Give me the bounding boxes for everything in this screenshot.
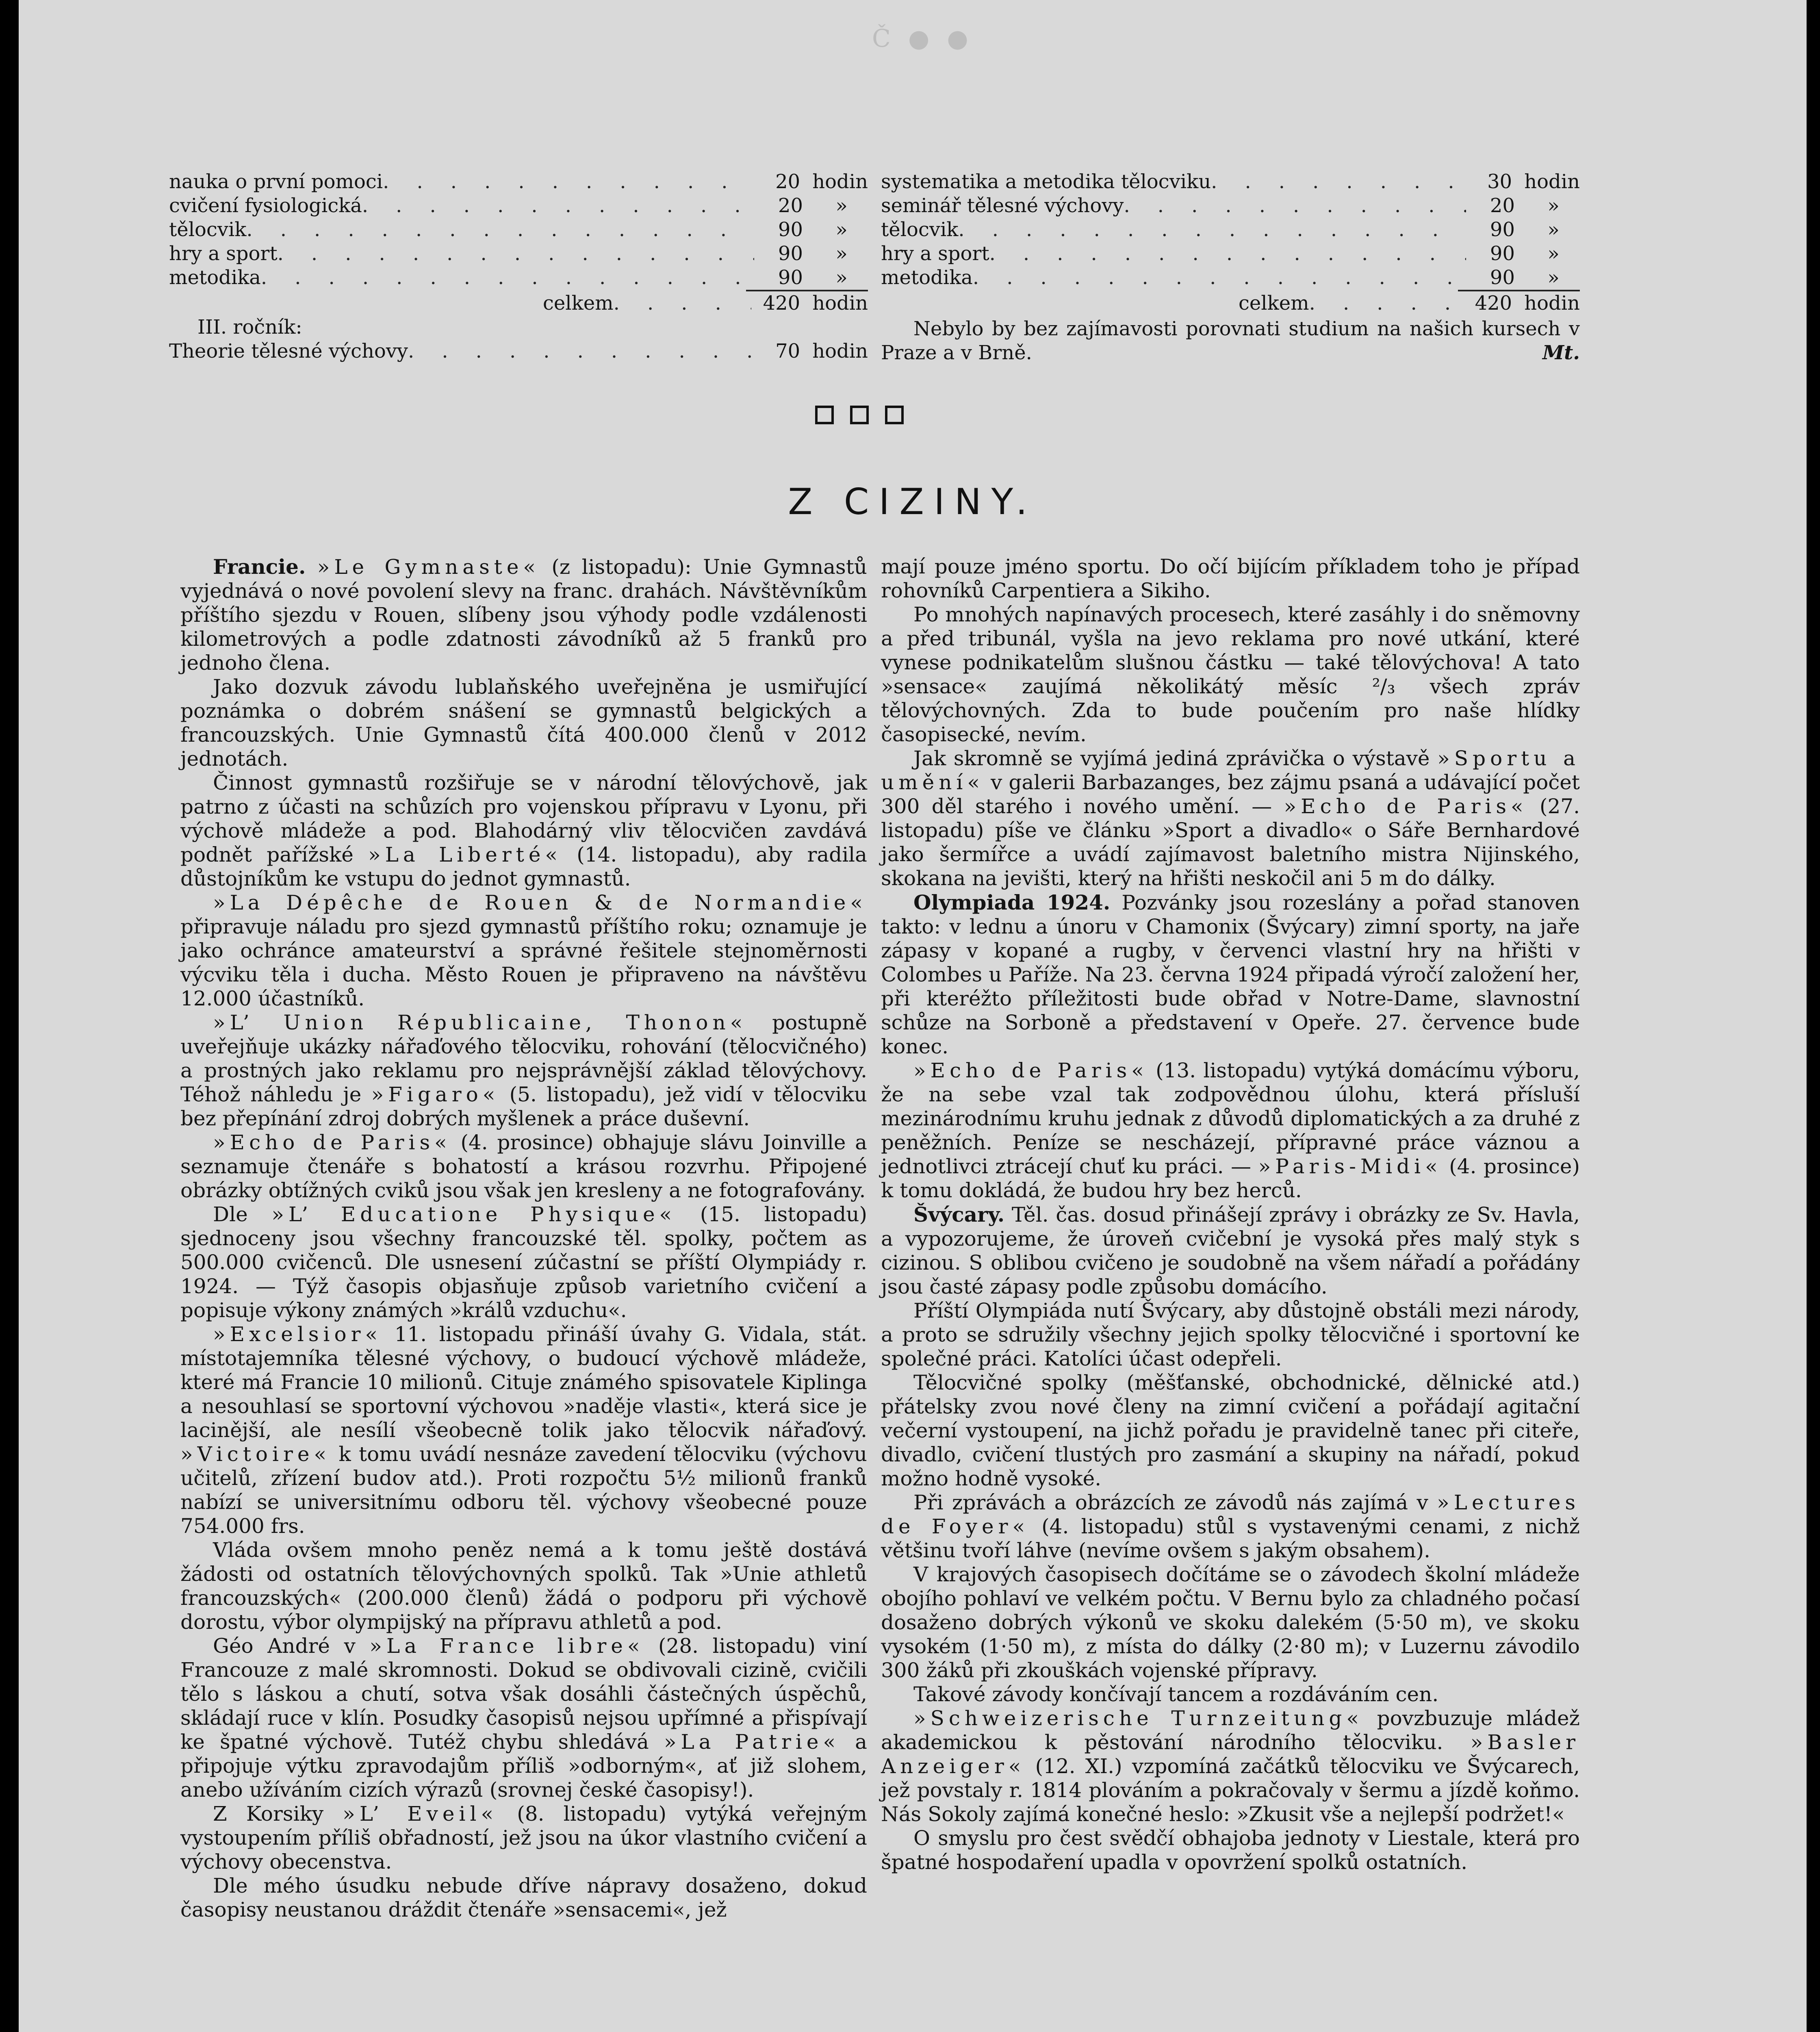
total-row: celkem . . . 420 hodin: [881, 291, 1580, 315]
table-row: hry a sport . . . 90 »: [881, 242, 1580, 266]
square-ornament: [885, 406, 904, 424]
paragraph: Takové závody končívají tancem a rozdáváním cen.: [913, 1682, 1439, 1706]
paragraph: Francie. »Le Gymnaste« (z listopadu): Unie Gymnastů vyjednává o nové povolení slevy na franc. drahách. Návštěvníkům příštího sjezdu v Rouen, slíbeny jsou výhody podle vzdálenosti kilometrových a podle zdatnosti závodníků až 5 franků pro jednoho člena.: [180, 555, 867, 675]
paragraph: Z Korsiky »L’ Eveil« (8. listopadu) vytýká veřejným vystoupením příliš obřadností, jež jsou na úkor vlastního cvičení a výchovy obecenstva.: [180, 1802, 867, 1874]
document-page: [19, 0, 1807, 2032]
paragraph: Olympiada 1924. Pozvánky jsou rozeslány a pořad stanoven takto: v lednu a únoru v Chamonix (Švýcary) zimní sporty, na jaře zápasy v kopané a rugby, v červenci vlastní hry na hřišti v Colombes u Paříže. Na 23. června 1924 připadá výročí založení her, při kteréžto příležitosti bude obřad v Notre-Dame, slavnostní schůze na Sorboně a představení v Opeře. 27. července bude konec.: [881, 890, 1580, 1058]
total-row: celkem . . . 420 hodin: [169, 291, 868, 315]
table-row: tělocvik . . . 90 »: [881, 218, 1580, 242]
hours-table-left: [169, 170, 868, 363]
paragraph: »Excelsior« 11. listopadu přináší úvahy G. Vidala, stát. místotajemníka tělesné výchovy, o budoucí výchově mládeže, které má Francie 10 milionů. Cituje známého spisovatele Kiplinga a nesouhlasí se sportovní výchovou »naděje vlasti«, která sice je lacinější, ale nesílí všeobecně tolik jako tělocvik nářaďový. »Victoire« k tomu uvádí nesnáze zavedení tělocviku (výchovu učitelů, zřízení budov atd.). Proti rozpočtu 5½ milionů franků nabízí se universitnímu odboru těl. výchovy všeobecné pouze 754.000 frs.: [180, 1322, 867, 1538]
paragraph: »L’ Union Républicaine, Thonon« postupně uveřejňuje ukázky nářaďového tělocviku, rohování (tělocvičného) a prostných jako reklamu pro nejsprávnější základ tělovýchovy. Téhož náhledu je »Figaro« (5. listopadu), jež vidí v tělocviku bez přepínání zdroj dobrých myšlenek a práce duševní.: [180, 1011, 867, 1130]
table-row: hry a sport . . . 90 »: [169, 242, 868, 266]
right-column: [881, 555, 1580, 1874]
table-row: cvičení fysiologická . . . 20 »: [169, 194, 868, 218]
hours-table-right: [881, 170, 1580, 365]
paragraph: Dle mého úsudku nebude dříve nápravy dosaženo, dokud časopisy neustanou dráždit čtenáře »sensacemi«, jež: [180, 1874, 867, 1921]
paragraph: »Schweizerische Turnzeitung« povzbuzuje mládež akademickou k pěstování národního tělocviku. »Basler Anzeiger« (12. XI.) vzpomíná začátků tělocviku ve Švýcarech, jež povstaly r. 1814 plováním a pokračovaly v šermu a jízdě koňmo. Nás Sokoly zajímá konečné heslo: »Zkusit vše a nejlepší podržet!«: [881, 1706, 1580, 1826]
left-column: [180, 555, 867, 1922]
section-divider: [815, 406, 904, 424]
paragraph: Činnost gymnastů rozšiřuje se v národní tělovýchově, jak patrno z účasti na schůzích pro vojenskou přípravu v Lyonu, při výchově mládeže a pod. Blahodárný vliv tělocvičen zavdává podnět pařížské »La Liberté« (14. listopadu), aby radila důstojníkům ke vstupu do jednot gymnastů.: [180, 771, 867, 890]
paragraph: Příští Olympiáda nutí Švýcary, aby důstojně obstáli mezi národy, a proto se sdružily všechny jejich spolky tělocvičné i sportovní ke společné práci. Katolíci účast odepřeli.: [881, 1299, 1580, 1370]
paragraph: »La Dépêche de Rouen & de Normandie« připravuje náladu pro sjezd gymnastů příštího roku; oznamuje je jako ochránce amateurství a správné řešitele stejnoměrnosti výcviku těla i ducha. Město Rouen je připraveno na návštěvu 12.000 účastníků.: [180, 891, 867, 1010]
paragraph: Po mnohých napínavých procesech, které zasáhly i do sněmovny a před tribunál, vyšla na jevo reklama pro nové utkání, které vynese podnikatelům slušnou částku — také tělovýchova! A tato »sensace« zaujímá několikátý měsíc ²/₃ všech zpráv tělovýchovných. Zda to bude poučením pro naše hlídky časopisecké, nevím.: [881, 603, 1580, 746]
paragraph: Jak skromně se vyjímá jediná zprávička o výstavě »Sportu a umění« v galerii Barbazanges, bez zájmu psaná a udávající počet 300 děl starého i nového umění. — »Echo de Paris« (27. listopadu) píše ve článku »Sport a divadlo« o Sáře Bernhardové jako šermířce a uvádí zajímavost baletního mistra Nijinského, skokana na jevišti, který na hřišti neskočil ani 5 m do dálky.: [881, 747, 1580, 890]
paragraph: mají pouze jméno sportu. Do očí bijícím příkladem toho je případ rohovníků Carpentiera a Sikiho.: [881, 555, 1580, 602]
table-row: nauka o první pomoci . . . 20 hodin: [169, 170, 868, 194]
section-title: Z CIZINY.: [788, 481, 1037, 523]
table-row: metodika . . . 90 »: [169, 266, 868, 290]
paragraph: Dle »L’ Educatione Physique« (15. listopadu) sjednoceny jsou všechny francouzské těl. spolky, počtem as 500.000 cvičenců. Dle usnesení zúčastní se příští Olympiády r. 1924. — Týž časopis objasňuje způsob varietního cvičení a popisuje výkony známých »králů vzduchu«.: [180, 1203, 867, 1322]
comparison-note: Nebylo by bez zajímavosti porovnati studium na našich kursech v Praze a v Brně. Mt.: [881, 317, 1580, 364]
paragraph: Vláda ovšem mnoho peněz nemá a k tomu ještě dostává žádosti od ostatních tělovýchovných spolků. Tak »Unie athletů francouzských« (200.000 členů) žádá o podporu při výchově dorostu, výbor olympijský na přípravu athletů a pod.: [180, 1538, 867, 1634]
paragraph: »Echo de Paris« (13. listopadu) vytýká domácímu výboru, že na sebe vzal tak zodpovědnou úlohu, která přísluší mezinárodnímu kruhu jednak z důvodů diplomatických a za druhé z peněžních. Peníze se nescházejí, přípravné práce váznou a jednotlivci ztrácejí chuť ku práci. — »Paris-Midi« (4. prosince) k tomu dokládá, že budou hry bez herců.: [881, 1059, 1580, 1202]
paragraph: Švýcary. Těl. čas. dosud přinášejí zprávy i obrázky ze Sv. Havla, a vypozorujeme, že úroveň cvičební je vysoká přes malý styk s cizinou. S oblibou cvičeno je soudobně na všem nářadí a pořádány jsou časté zápasy podle způsobu domácího.: [881, 1203, 1580, 1298]
table-row: seminář tělesné výchovy . . . 20 »: [881, 194, 1580, 218]
paragraph: »Echo de Paris« (4. prosince) obhajuje slávu Joinville a seznamuje čtenáře s bohatostí a krásou rozvrhu. Připojené obrázky obtížných cviků jsou však jen kresleny a ne fotografovány.: [180, 1131, 867, 1202]
table-row: tělocvik . . . 90 »: [169, 218, 868, 242]
paragraph: Jako dozvuk závodu lublaňského uveřejněna je usmiřující poznámka o dobrém snášení se gymnastů belgických a francouzských. Unie Gymnastů čítá 400.000 členů v 2012 jednotách.: [180, 675, 867, 771]
square-ornament: [850, 406, 869, 424]
folio-mark: Č ● ●: [872, 24, 973, 53]
paragraph: Géo André v »La France libre« (28. listopadu) viní Francouze z malé skromnosti. Dokud se obdivovali cizině, cvičili tělo s láskou a chutí, sotva však dosáhli částečných úspěchů, skládají ruce v klín. Posudky časopisů nejsou upřímné a přispívají ke špatné výchově. Tutéž chybu shledává »La Patrie« a připojuje výtku zpravodajům příliš »odborným«, ať již slohem, anebo užíváním cizích výrazů (srovnej české časopisy!).: [180, 1634, 867, 1802]
year-label: III. ročník:: [197, 316, 302, 339]
table-row: metodika . . . 90 »: [881, 266, 1580, 290]
table-row: systematika a metodika tělocviku . . . 30 hodin: [881, 170, 1580, 194]
paragraph: Tělocvičné spolky (měšťanské, obchodnické, dělnické atd.) přátelsky zvou nové členy na zimní cvičení a pořádají agitační večerní vystoupení, na jichž pořadu je pravidelně tanec při citeře, divadlo, cvičení tlustých pro zasmání a skupiny na nářadí, pokud možno hodně vysoké.: [881, 1371, 1580, 1490]
paragraph: V krajových časopisech dočítáme se o závodech školní mládeže obojího pohlaví ve velkém počtu. V Bernu bylo za chladného počasí dosaženo dobrých výkonů ve skoku dalekém (5·50 m), ve skoku vysokém (1·50 m), z místa do dálky (2·80 m); v Luzernu závodilo 300 žáků při zkouškách vojenské přípravy.: [881, 1563, 1580, 1682]
paragraph: Při zprávách a obrázcích ze závodů nás zajímá v »Lectures de Foyer« (4. listopadu) stůl s vystavenými cenami, z nichž většinu tvoří láhve (nevíme ovšem s jakým obsahem).: [881, 1491, 1580, 1562]
paragraph: O smyslu pro čest svědčí obhajoba jednoty v Liestale, která pro špatné hospodaření upadla v opovržení spolků ostatních.: [881, 1826, 1580, 1874]
table-row: Theorie tělesné výchovy . . . 70 hodin: [169, 339, 868, 363]
author-signature: Mt.: [1542, 341, 1580, 364]
square-ornament: [815, 406, 834, 424]
